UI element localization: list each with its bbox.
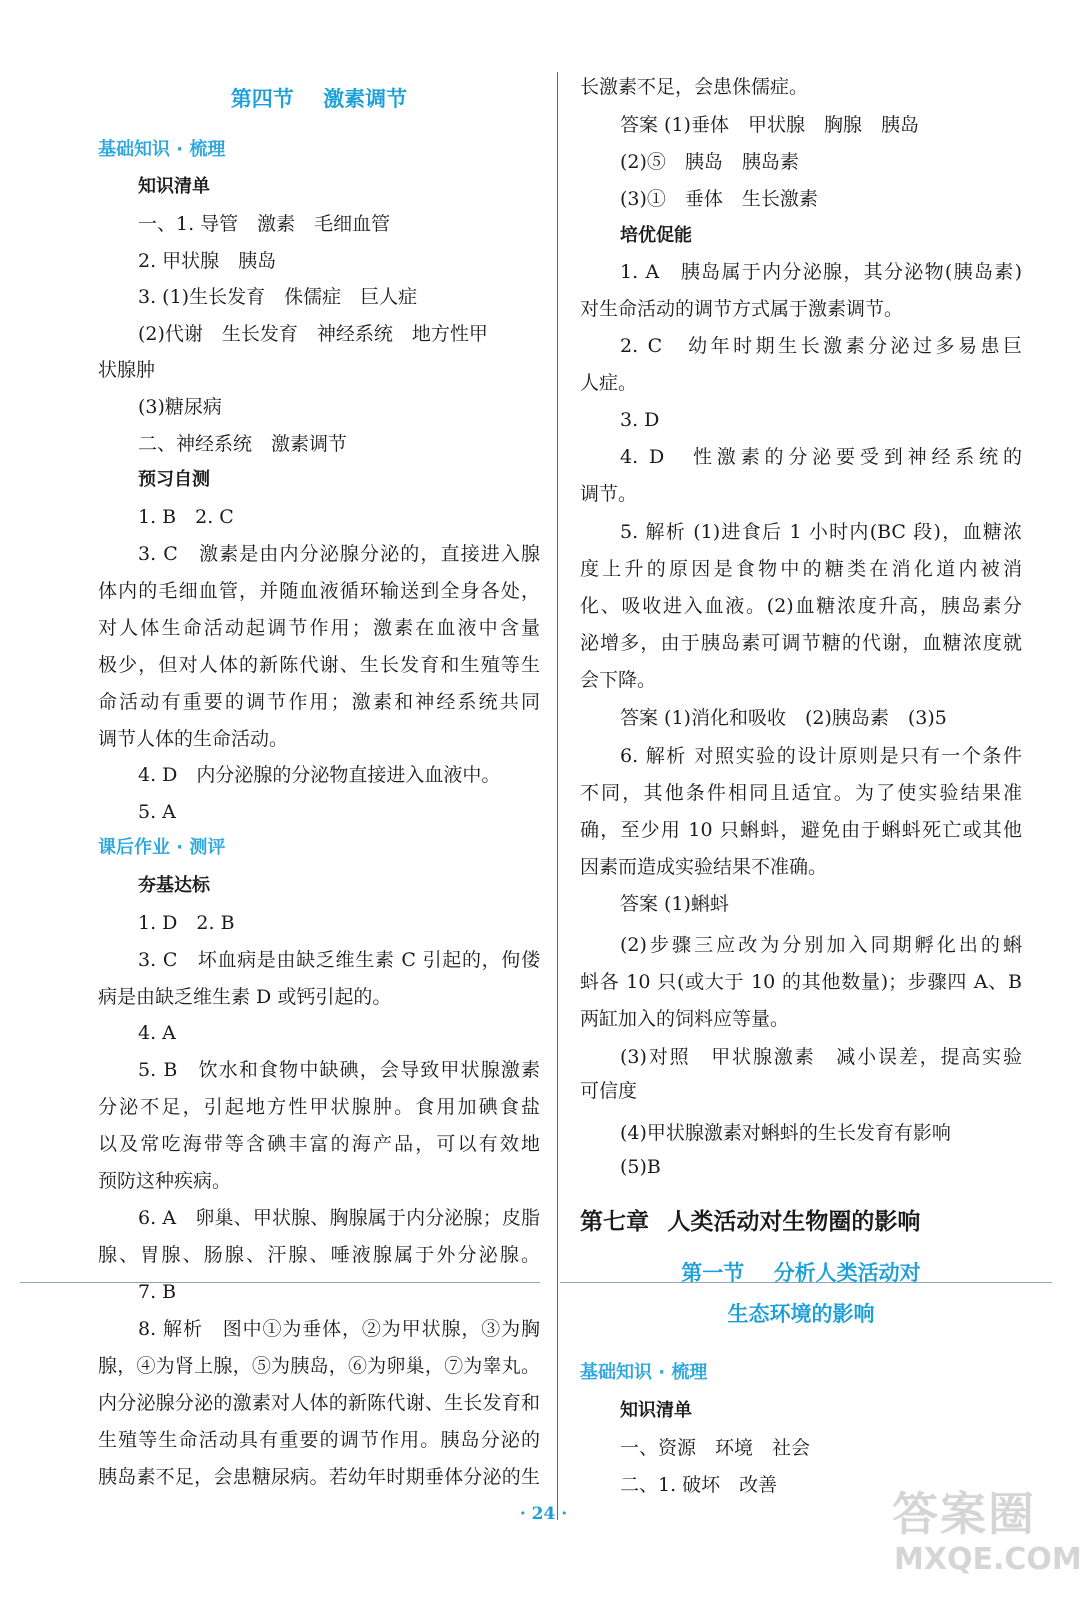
text-line: 人症。 <box>580 372 638 394</box>
text-line: 不同，其他条件相同且适宜。为了使实验结果准 <box>580 782 1022 804</box>
page-number: · 24 · <box>519 1504 568 1524</box>
text-line: 5. A <box>138 801 176 823</box>
text-line: 3. C 激素是由内分泌腺分泌的，直接进入腺 <box>138 543 540 565</box>
text-line: 腺、胃腺、肠腺、汗腺、唾液腺属于外分泌腺。 <box>98 1244 540 1266</box>
text-line: (3)糖尿病 <box>138 396 222 418</box>
text-line: 6. 解析 对照实验的设计原则是只有一个条件 <box>620 745 1022 767</box>
text-line: 对人体生命活动起调节作用；激素在血液中含量 <box>98 617 540 639</box>
text-line: 状腺肿 <box>98 359 156 381</box>
text-line: 化、吸收进入血液。(2)血糖浓度升高，胰岛素分 <box>580 595 1022 617</box>
text-line: 二、1. 破坏 改善 <box>620 1474 778 1496</box>
text-line: 答案 (1)垂体 甲状腺 胸腺 胰岛 <box>620 114 919 136</box>
subheading-knowledge-list: 知识清单 <box>620 1400 692 1421</box>
text-line: (2)⑤ 胰岛 胰岛素 <box>620 151 799 173</box>
text-line: 7. B <box>138 1281 177 1303</box>
text-line: 1. B 2. C <box>138 506 234 528</box>
text-line: 1. D 2. B <box>138 912 235 934</box>
text-line: 4. A <box>138 1022 176 1044</box>
text-line: 5. B 饮水和食物中缺碘，会导致甲状腺激素 <box>138 1059 540 1081</box>
text-line: 内分泌腺分泌的激素对人体的新陈代谢、生长发育和 <box>98 1392 540 1414</box>
text-line: (2)代谢 生长发育 神经系统 地方性甲 <box>138 323 488 345</box>
text-line: 度上升的原因是食物中的糖类在消化道内被消 <box>580 558 1022 580</box>
text-line: 6. A 卵巢、甲状腺、胸腺属于内分泌腺；皮脂 <box>138 1207 540 1229</box>
text-line: 体内的毛细血管，并随血液循环输送到全身各处， <box>98 580 540 602</box>
text-line: 分泌不足，引起地方性甲状腺肿。食用加碘食盐 <box>98 1096 540 1118</box>
text-line: 命活动有重要的调节作用；激素和神经系统共同 <box>98 691 540 713</box>
text-line: (3)① 垂体 生长激素 <box>620 188 818 210</box>
column-divider <box>557 72 558 1520</box>
text-line: 答案 (1)蝌蚪 <box>620 893 729 915</box>
heading-basic-knowledge: 基础知识 · 梳理 <box>98 139 226 160</box>
text-line: 极少，但对人体的新陈代谢、生长发育和生殖等生 <box>98 654 540 676</box>
section-heading-cont: 生态环境的影响 <box>727 1302 875 1326</box>
text-line: 预防这种疾病。 <box>98 1170 232 1192</box>
text-line: 2. C 幼年时期生长激素分泌过多易患巨 <box>620 335 1022 357</box>
text-line: 病是由缺乏维生素 D 或钙引起的。 <box>98 986 392 1008</box>
chapter-heading: 第七章 人类活动对生物圈的影响 <box>580 1209 921 1235</box>
heading-basic-knowledge: 基础知识 · 梳理 <box>580 1362 708 1383</box>
text-line: 确，至少用 10 只蝌蚪，避免由于蝌蚪死亡或其他 <box>580 819 1022 841</box>
text-line: 因素而造成实验结果不准确。 <box>580 856 828 878</box>
section-heading: 第四节 激素调节 <box>230 87 408 111</box>
text-line: 一、1. 导管 激素 毛细血管 <box>138 213 391 235</box>
text-line: 腺，④为肾上腺，⑤为胰岛，⑥为卵巢，⑦为睾丸。 <box>98 1355 540 1377</box>
text-line: 3. C 坏血病是由缺乏维生素 C 引起的，佝偻 <box>138 949 540 971</box>
text-line: 一、资源 环境 社会 <box>620 1437 811 1459</box>
text-line: 答案 (1)消化和吸收 (2)胰岛素 (3)5 <box>620 707 947 729</box>
text-line: 两缸加入的饲料应等量。 <box>580 1008 790 1030</box>
text-line: 可信度 <box>580 1080 638 1102</box>
text-line: 生殖等生命活动具有重要的调节作用。胰岛分泌的 <box>98 1429 540 1451</box>
text-line: 3. D <box>620 409 660 431</box>
watermark-main: 答案圈 <box>892 1487 1036 1541</box>
text-line: 1. A 胰岛属于内分泌腺，其分泌物(胰岛素) <box>620 261 1022 283</box>
text-line: 2. 甲状腺 胰岛 <box>138 250 277 272</box>
text-line: 3. (1)生长发育 侏儒症 巨人症 <box>138 286 418 308</box>
watermark-sub: MXQE.COM <box>894 1542 1082 1577</box>
subheading-foundation: 夯基达标 <box>138 875 210 896</box>
subheading-knowledge-list: 知识清单 <box>138 176 210 197</box>
text-line: 蚪各 10 只(或大于 10 的其他数量)；步骤四 A、B <box>580 971 1022 993</box>
text-line: 调节。 <box>580 483 638 505</box>
text-line: (2)步骤三应改为分别加入同期孵化出的蝌 <box>620 934 1022 956</box>
text-line: 会下降。 <box>580 669 657 691</box>
watermark-logo <box>890 1478 1082 1590</box>
text-line: (3)对照 甲状腺激素 减小误差，提高实验 <box>620 1046 1022 1068</box>
text-line: 长激素不足，会患侏儒症。 <box>580 76 809 98</box>
text-line: 5. 解析 (1)进食后 1 小时内(BC 段)，血糖浓 <box>620 521 1022 543</box>
text-line: 以及常吃海带等含碘丰富的海产品，可以有效地 <box>98 1133 540 1155</box>
left-rule <box>20 1282 540 1283</box>
text-line: 调节人体的生命活动。 <box>98 728 289 750</box>
text-line: 4. D 内分泌腺的分泌物直接进入血液中。 <box>138 764 501 786</box>
text-line: 二、神经系统 激素调节 <box>138 433 348 455</box>
text-line: 泌增多，由于胰岛素可调节糖的代谢，血糖浓度就 <box>580 632 1022 654</box>
section-heading: 第一节 分析人类活动对 <box>681 1261 921 1285</box>
subheading-improve: 培优促能 <box>620 225 692 246</box>
subheading-preview: 预习自测 <box>138 469 210 490</box>
text-line: (5)B <box>620 1156 661 1178</box>
heading-after-class: 课后作业 · 测评 <box>98 837 226 858</box>
text-line: (4)甲状腺激素对蝌蚪的生长发育有影响 <box>620 1122 951 1144</box>
text-line: 胰岛素不足，会患糖尿病。若幼年时期垂体分泌的生 <box>98 1466 540 1488</box>
text-line: 4. D 性激素的分泌要受到神经系统的 <box>620 446 1022 468</box>
text-line: 对生命活动的调节方式属于激素调节。 <box>580 298 904 320</box>
text-line: 8. 解析 图中①为垂体，②为甲状腺，③为胸 <box>138 1318 540 1340</box>
